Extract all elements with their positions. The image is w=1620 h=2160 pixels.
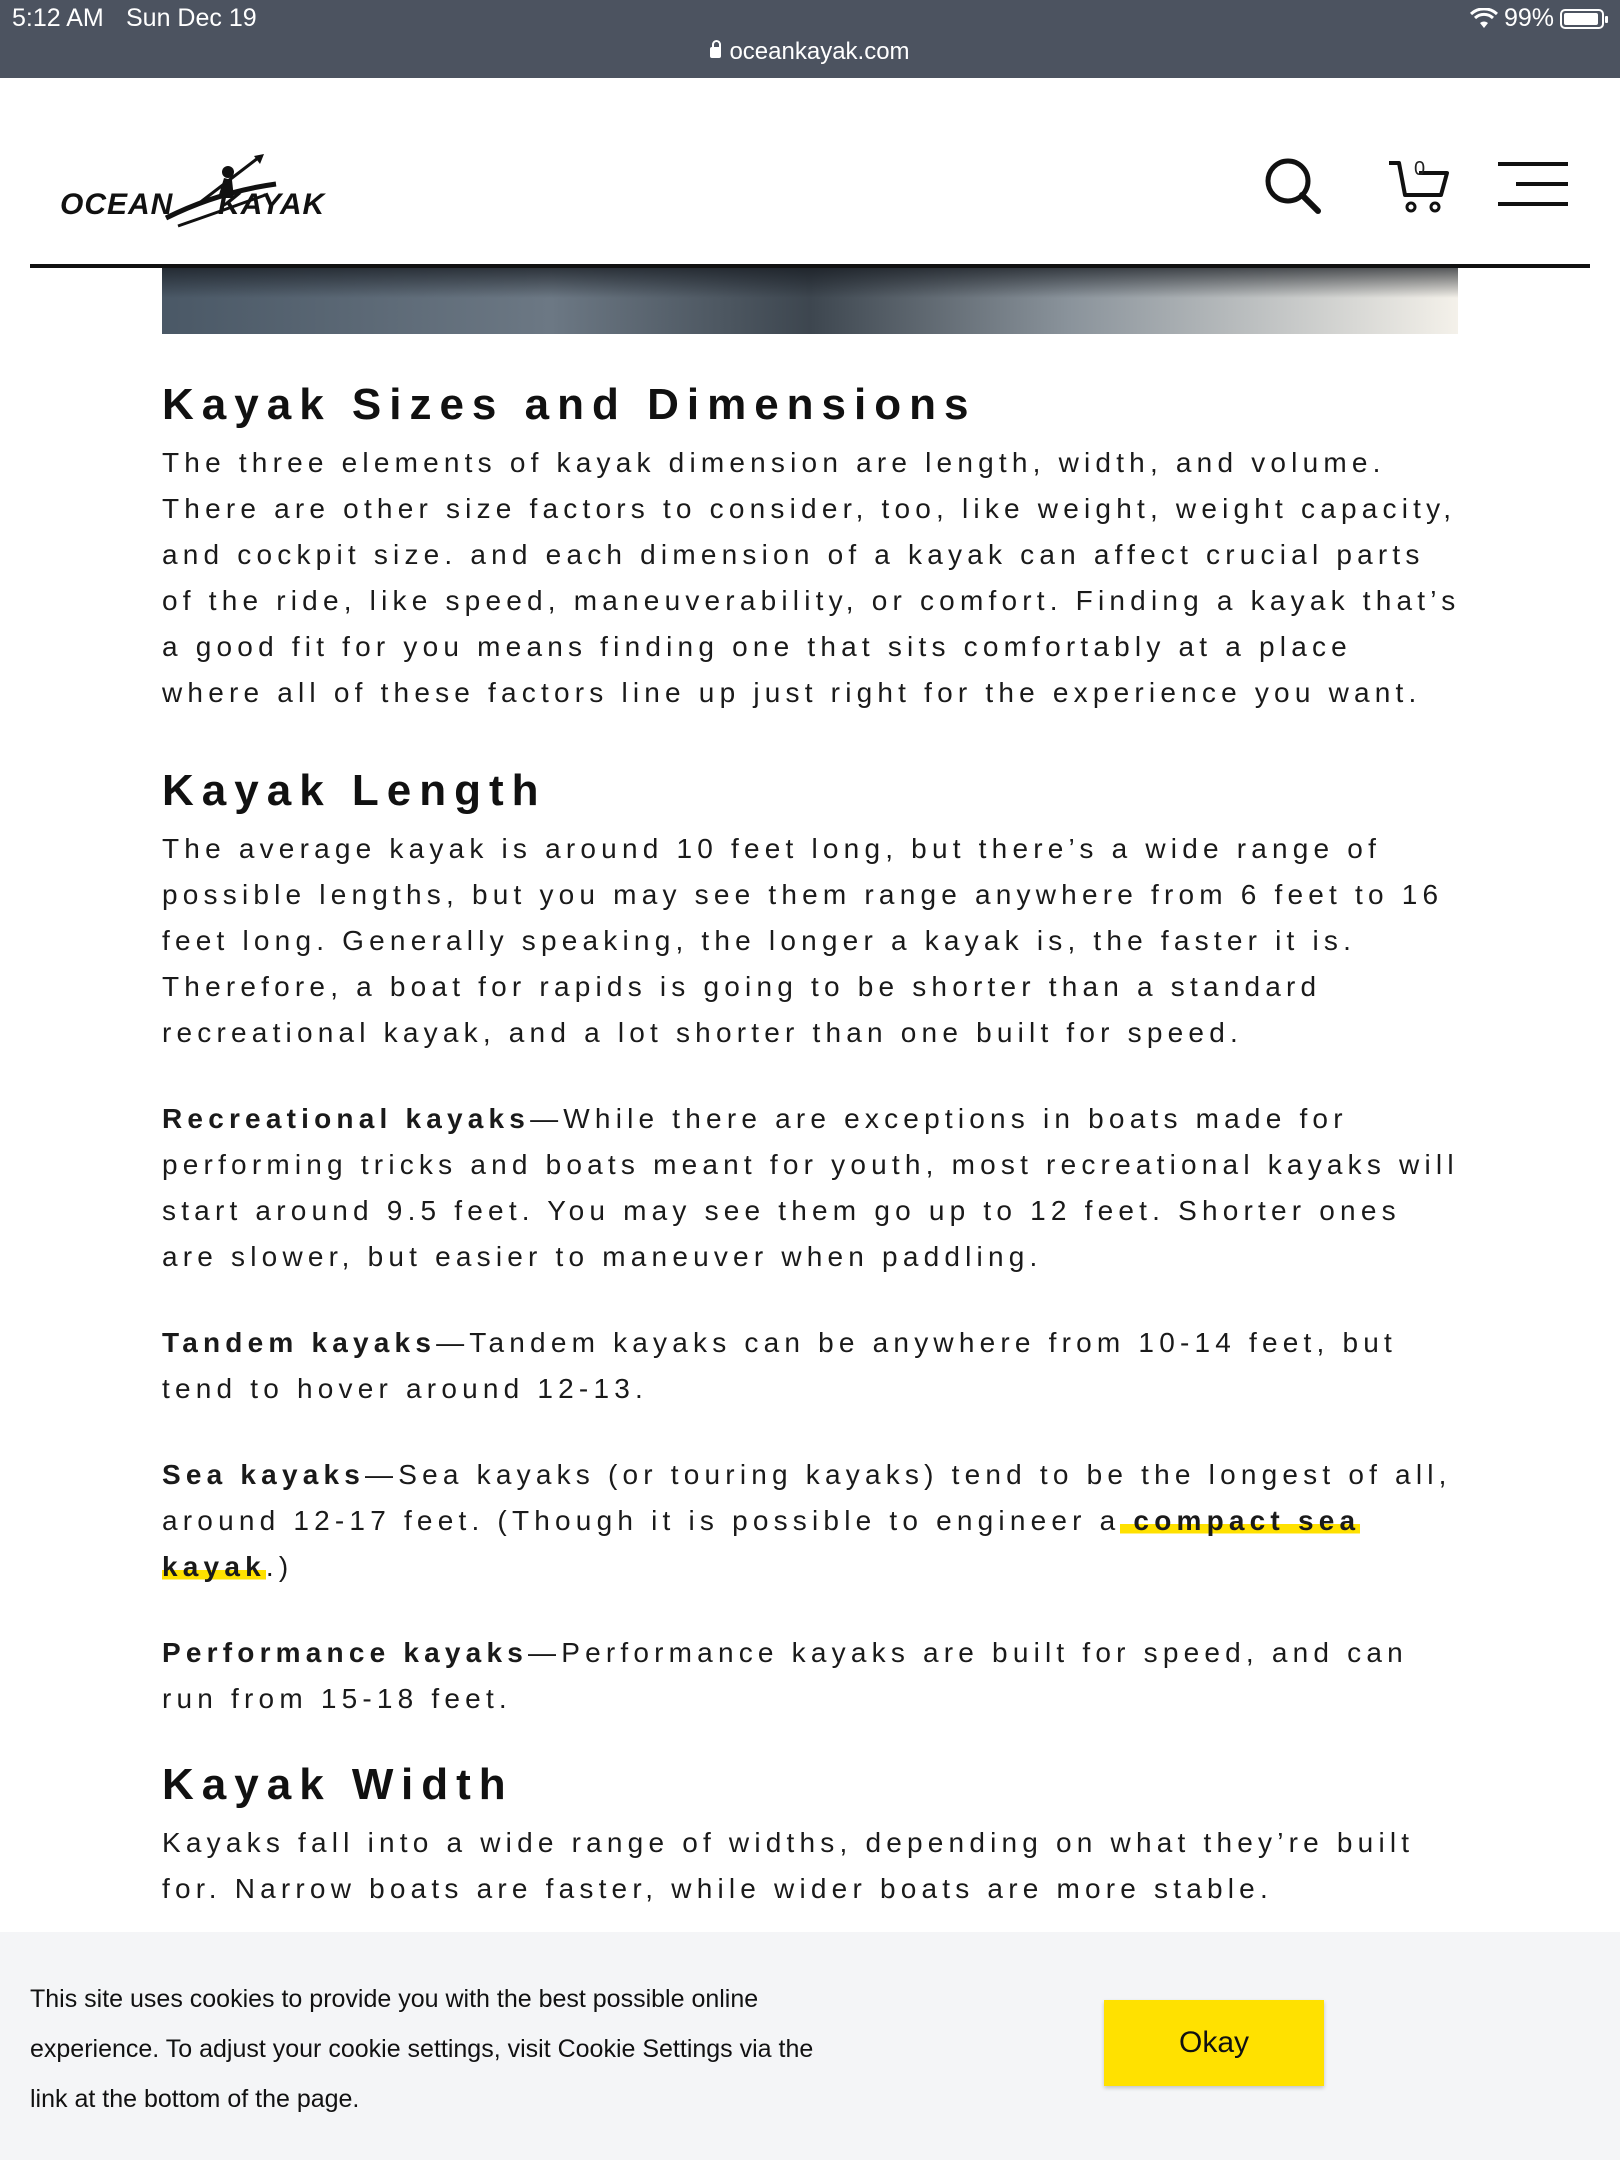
article-content [162,370,1462,1912]
em-dash: — [530,1103,564,1134]
tandem-kayaks-paragraph [162,1320,1462,1412]
sea-kayaks-paragraph [162,1452,1462,1590]
em-dash: — [436,1327,470,1358]
search-icon[interactable] [1262,155,1322,215]
hamburger-menu-icon[interactable] [1498,160,1568,208]
heading-kayak-width: Kayak Width [162,1760,514,1809]
logo-text-ocean: OCEAN [60,188,174,221]
recreational-kayaks-paragraph [162,1096,1462,1280]
em-dash: — [365,1459,399,1490]
spacer [162,1280,1462,1320]
spacer [162,1056,1462,1096]
status-bar [0,0,1620,78]
performance-kayaks-text: Performance kayaks are built for speed, and can run from 15-18 feet. [162,1637,1408,1714]
address-bar[interactable] [0,38,1620,66]
tandem-kayaks-label: Tandem kayaks [162,1327,437,1358]
compact-sea-kayak-link[interactable]: compact sea kayak [162,1505,1361,1582]
heading-sizes-dimensions: Kayak Sizes and Dimensions [162,380,977,429]
performance-kayaks-label: Performance kayaks [162,1637,528,1668]
logo-text-kayak: KAYAK [218,188,326,221]
url-text: oceankayak.com [729,38,910,65]
hero-image [162,268,1458,334]
sea-kayaks-text: Sea kayaks (or touring kayaks) tend to be the longest of all, around 12-17 feet. (Though it is possible to engineer a [162,1459,1452,1536]
em-dash: — [528,1637,562,1668]
spacer [162,716,1462,756]
tandem-kayaks-text: Tandem kayaks can be anywhere from 10-14 feet, but tend to hover around 12-13. [162,1327,1398,1404]
lock-icon [710,47,721,58]
cookie-message: This site uses cookies to provide you with the best possible online experience. To adjust your cookie settings, visit Cookie Settings via the link at the bottom of the page. [30,1985,814,2113]
status-time: 5:12 AM [12,4,104,32]
ocean-kayak-logo[interactable] [58,150,328,240]
recreational-kayaks-text: While there are exceptions in boats made for performing tricks and boats meant for youth, most recreational kayaks will start around 9.5 feet. You may see them go up to 12 feet. Shorter ones are slower, but easier to maneuver when paddling. [162,1103,1459,1272]
paragraph-kayak-width: Kayaks fall into a wide range of widths, depending on what they’re built for. Narrow boats are faster, while wider boats are more stable. [162,1827,1415,1904]
recreational-kayaks-label: Recreational kayaks [162,1103,531,1134]
performance-kayaks-paragraph [162,1630,1462,1722]
spacer [162,1412,1462,1452]
paragraph-sizes-dimensions: The three elements of kayak dimension are length, width, and volume. There are other size factors to consider, too, like weight, weight capacity, and cockpit size. and each dimension of a kayak can affect crucial parts of the ride, like speed, maneuverability, or comfort. Finding a kayak that’s a good fit for you means finding one that sits comfortably at a place where all of these factors line up just right for the experience you want. [162,447,1461,708]
spacer [162,1722,1462,1750]
sea-kayaks-text-end: .) [265,1551,294,1582]
paragraph-kayak-length: The average kayak is around 10 feet long, but there’s a wide range of possible lengths, but you may see them range anywhere from 6 feet to 16 feet long. Generally speaking, the longer a kayak is, the faster it is. Therefore, a boat for rapids is going to be shorter than a standard recreational kayak, and a lot shorter than one built for speed. [162,833,1444,1048]
spacer [162,1590,1462,1630]
okay-button[interactable]: Okay [1104,2000,1324,2086]
status-date: Sun Dec 19 [126,4,257,32]
sea-kayaks-label: Sea kayaks [162,1459,366,1490]
battery-percent: 99% [1503,4,1554,32]
battery-icon [1560,9,1604,29]
heading-kayak-length: Kayak Length [162,766,547,815]
cookie-banner [0,1932,1620,2160]
wifi-icon [1470,8,1498,30]
cart-count-badge: 0 [1414,158,1426,180]
status-indicators [1470,4,1604,33]
